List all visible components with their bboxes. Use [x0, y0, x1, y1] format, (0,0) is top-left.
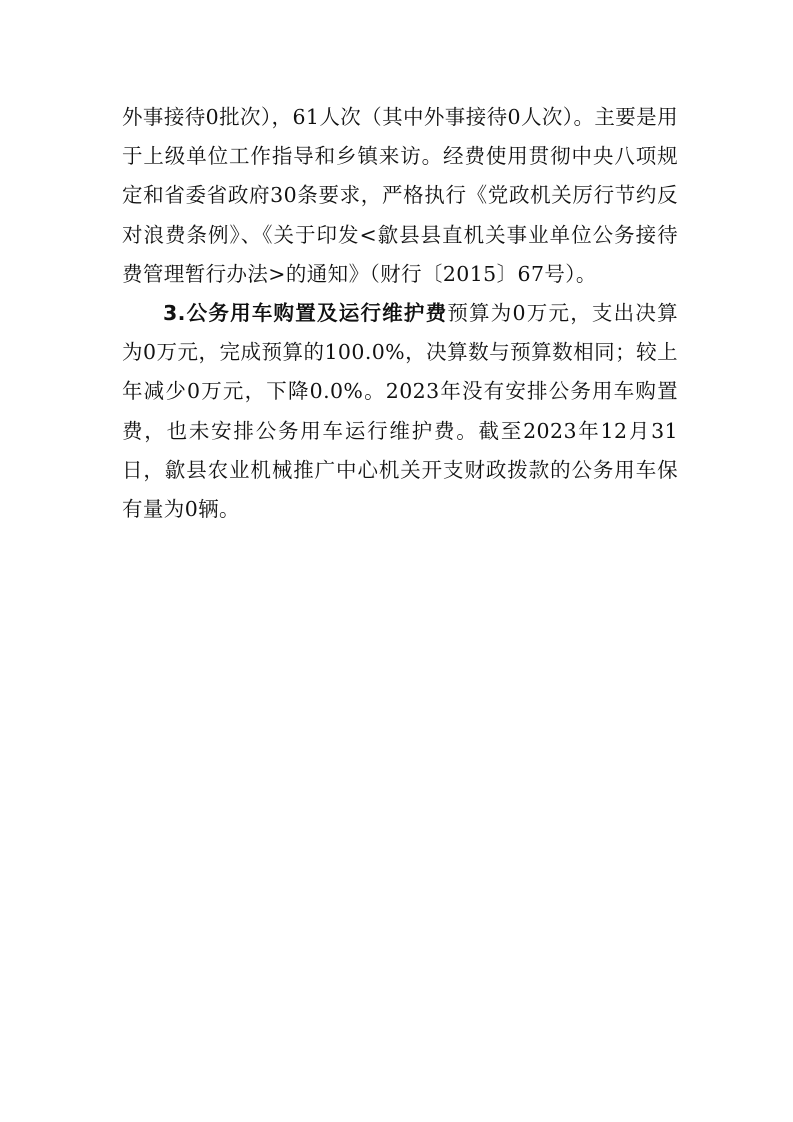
paragraph-official-vehicles-body: 预算为0万元，支出决算为0万元，完成预算的100.0%，决算数与预算数相同；较上年减少0万元，下降0.0%。2023年没有安排公务用车购置费，也未安排公务用车运行维护费。截至2023年12月31日，歙县农业机械推广中心机关开支财政拨款的公务用车保有量为0辆。: [122, 301, 678, 522]
paragraph-reception-expenses: 外事接待0批次），61人次（其中外事接待0人次）。主要是用于上级单位工作指导和乡镇来访。经费使用贯彻中央八项规定和省委省政府30条要求，严格执行《党政机关厉行节约反对浪费条例》、《关于印发<歙县县直机关事业单位公务接待费管理暂行办法>的通知》（财行〔2015〕67号）。: [122, 105, 678, 286]
document-body: [122, 98, 678, 529]
section-heading-official-vehicles: 3.公务用车购置及运行维护费: [163, 301, 448, 326]
paragraph-official-vehicles: [122, 294, 678, 529]
